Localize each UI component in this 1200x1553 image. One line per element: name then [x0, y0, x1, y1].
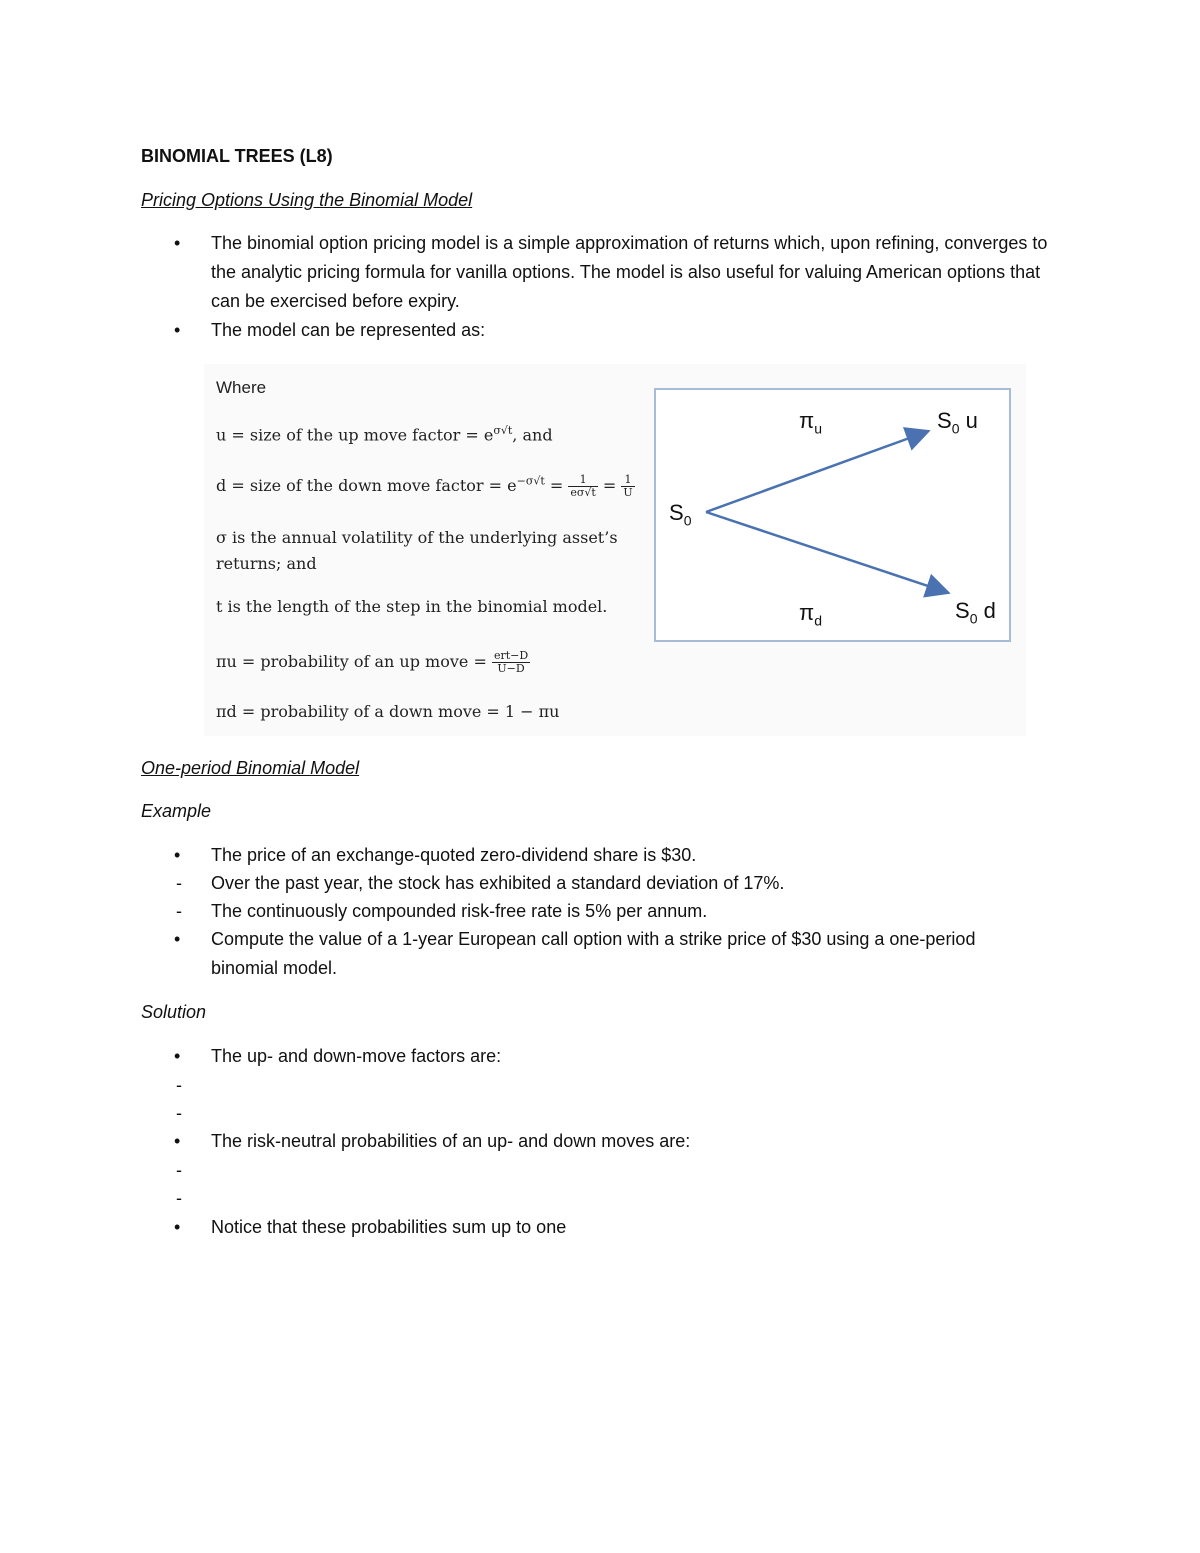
formula-pi-d: πd = probability of a down move = 1 − πu	[216, 702, 560, 721]
label-s0u: $S_0$ u	[937, 408, 978, 437]
dash-marker: -	[176, 1188, 182, 1208]
example-item: The price of an exchange-quoted zero-dividend share is $30.	[211, 845, 697, 865]
example-label: Example	[141, 801, 212, 821]
doc-title: BINOMIAL TREES (L8)	[141, 146, 333, 166]
binomial-tree-diagram	[654, 388, 1011, 642]
dash-marker: -	[176, 1103, 182, 1123]
solution-item: The up- and down-move factors are:	[211, 1046, 502, 1066]
label-s0d: $S_0$ d	[955, 598, 996, 627]
section-heading-one-period: One-period Binomial Model	[141, 758, 360, 778]
dash-marker: -	[176, 901, 182, 921]
bullet-marker: •	[174, 1217, 181, 1237]
paragraph-binomial-model: The binomial option pricing model is a simple approximation of returns which, upon refining, converges to the analytic pricing formula for vanilla options. The model is also useful for valuing American options that can be exercised before expiry.	[211, 233, 1048, 311]
label-s0: $S_0$	[669, 500, 692, 529]
example-item: Over the past year, the stock has exhibited a standard deviation of 17%.	[211, 873, 785, 893]
bullet-marker: •	[174, 1131, 181, 1151]
dash-marker: -	[176, 1160, 182, 1180]
bullet-marker: •	[174, 1046, 181, 1066]
example-item: Compute the value of a 1-year European call option with a strike price of $30 using a one-period	[211, 929, 976, 949]
formula-d: d = size of the down move factor = $e^{-\sigma√t}$ = $\frac{1}{e\sigma√t}$ = $\frac{1}{U}$	[216, 473, 633, 499]
example-item: The continuously compounded risk-free rate is 5% per annum.	[211, 901, 708, 921]
t-definition: t is the length of the step in the binomial model.	[216, 597, 608, 616]
paragraph-model-represented: The model can be represented as:	[211, 320, 486, 340]
bullet-marker: •	[174, 929, 181, 949]
solution-label: Solution	[141, 1002, 207, 1022]
sigma-definition-line1: σ is the annual volatility of the underlying asset’s	[216, 528, 618, 547]
sigma-definition-line2: returns; and	[216, 554, 317, 573]
formula-figure	[204, 364, 1026, 736]
dash-marker: -	[176, 873, 182, 893]
label-pi-u: $\pi_u$	[799, 408, 822, 437]
label-pi-d: $\pi_d$	[799, 600, 822, 629]
dash-marker: -	[176, 1075, 182, 1095]
bullet-marker: •	[174, 233, 181, 253]
formula-pi-u: πu = probability of an up move = $\frac{\text{ert−D}}{U-D}$	[216, 649, 529, 675]
formula-u: u = size of the up move factor = $e^{\sigma√t}$, and	[216, 424, 553, 445]
section-heading-pricing: Pricing Options Using the Binomial Model	[141, 190, 473, 210]
bullet-marker: •	[174, 320, 181, 340]
figure-where: Where	[216, 378, 267, 397]
example-item-continuation: binomial model.	[211, 958, 338, 978]
bullet-marker: •	[174, 845, 181, 865]
solution-item: The risk-neutral probabilities of an up- and down moves are:	[211, 1131, 691, 1151]
solution-item: Notice that these probabilities sum up to one	[211, 1217, 567, 1237]
